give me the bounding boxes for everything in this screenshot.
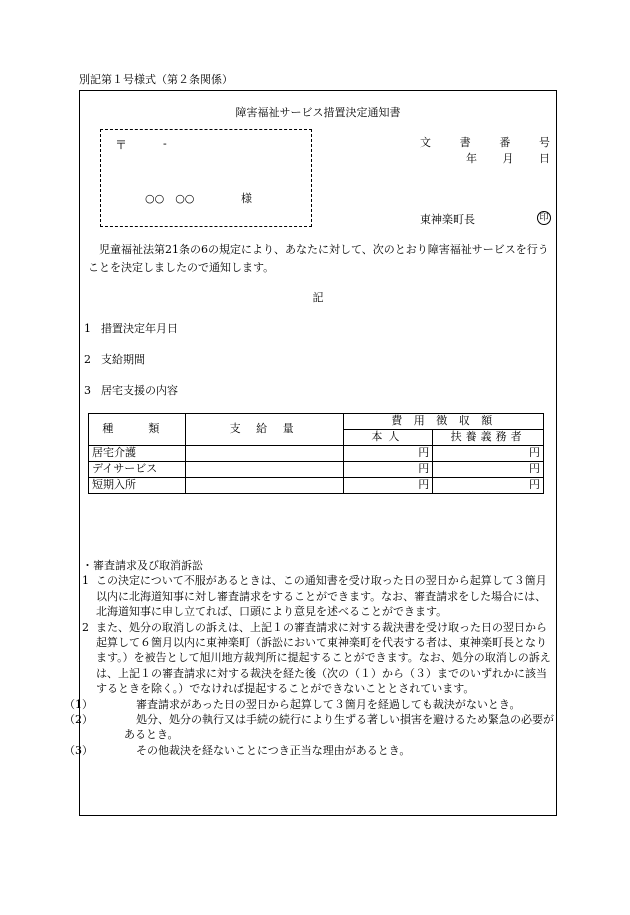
row-amount xyxy=(185,446,344,462)
row-guardian-yen: 円 xyxy=(433,446,544,462)
item-label: 措置決定年月日 xyxy=(101,322,178,335)
item-number: 3 xyxy=(84,384,91,397)
table-header-row xyxy=(89,414,544,430)
table-row xyxy=(89,446,544,462)
issuer-name: 東神楽町長 xyxy=(420,213,475,226)
paragraph-number: 2 xyxy=(82,620,89,634)
sub-number: （2） xyxy=(64,713,93,727)
header-type: 種 類 xyxy=(89,414,186,446)
appeal-paragraph-2 xyxy=(82,620,556,697)
paragraph-text: この決定について不服があるときは、この通知書を受け取った日の翌日から起算して３箇月以内に北海道知事に対し審査請求をすることができます。なお、審査請求をした場合には、北海道知事に申し立てれば、口頭により意見を述べることができます。 xyxy=(96,574,547,619)
item-number: 2 xyxy=(84,353,91,366)
paragraph-text: また、処分の取消しの訴えは、上記１の審査請求に対する裁決書を受け取った日の翌日から起算して６箇月以内に東神楽町（訴訟において東神楽町を代表する者は、東神楽町長となります。）を被告として旭川地方裁判所に提起することができます。なお、処分の取消しの訴えは、上記１の審査請求に対する裁決を経た後（次の（１）から（３）までのいずれかに該当するときを除く。）でなければ提起することができないこととされています。 xyxy=(96,620,551,696)
postal-mark: 〒 xyxy=(115,138,128,152)
paragraph-number: 1 xyxy=(82,574,89,588)
sub-text: 処分、処分の執行又は手続の続行により生ずる著しい損害を避けるため緊急の必要があるとき。 xyxy=(124,713,554,742)
row-type: 居宅介護 xyxy=(89,446,186,462)
appeal-heading: ・審査請求及び取消訴訟 xyxy=(82,559,203,572)
document-date: 年月日 xyxy=(466,152,550,165)
header-guardian: 扶養義務者 xyxy=(433,430,544,446)
recipient-name: ○○ ○○ xyxy=(145,192,195,205)
postal-dash: - xyxy=(163,137,167,150)
item-label: 居宅支援の内容 xyxy=(101,384,178,397)
document-title: 障害福祉サービス措置決定通知書 xyxy=(235,106,401,119)
form-label: 別記第１号様式（第２条関係） xyxy=(79,73,233,86)
appeal-paragraph-1 xyxy=(82,573,556,619)
appeal-sub-2 xyxy=(64,712,556,743)
row-guardian-yen: 円 xyxy=(433,462,544,478)
row-self-yen: 円 xyxy=(344,478,433,494)
appeal-sub-3 xyxy=(64,743,556,758)
ki-heading: 記 xyxy=(312,291,324,304)
header-self: 本人 xyxy=(344,430,433,446)
sub-number: （3） xyxy=(64,743,93,757)
item-label: 支給期間 xyxy=(101,353,145,366)
row-guardian-yen: 円 xyxy=(433,478,544,494)
table-row xyxy=(89,462,544,478)
service-table xyxy=(88,413,544,494)
sub-number: （1） xyxy=(64,697,93,711)
intro-text: 児童福祉法第21条の6の規定により、あなたに対して、次のとおり障害福祉サービスを行うことを決定しましたので通知します。 xyxy=(88,243,549,274)
document-number: 文書番号 xyxy=(420,136,550,149)
item-number: 1 xyxy=(84,322,91,335)
sub-text: 審査請求があった日の翌日から起算して３箇月を経過しても裁決がないとき。 xyxy=(136,697,521,711)
appeal-sub-1 xyxy=(64,697,556,712)
row-self-yen: 円 xyxy=(344,446,433,462)
seal-icon: 印 xyxy=(537,211,551,225)
row-amount xyxy=(185,478,344,494)
item-home-support xyxy=(84,384,178,399)
recipient-honorific: 様 xyxy=(241,192,252,205)
header-fee: 費 用 徴 収 額 xyxy=(344,414,544,430)
table-row xyxy=(89,478,544,494)
item-supply-period xyxy=(84,353,145,368)
header-amount: 支 給 量 xyxy=(185,414,344,446)
row-type: デイサービス xyxy=(89,462,186,478)
row-amount xyxy=(185,462,344,478)
item-decision-date xyxy=(84,322,178,337)
address-box xyxy=(100,129,312,227)
row-self-yen: 円 xyxy=(344,462,433,478)
notice-frame xyxy=(64,90,557,816)
appeal-section xyxy=(64,558,556,758)
row-type: 短期入所 xyxy=(89,478,186,494)
sub-text: その他裁決を経ないことにつき正当な理由があるとき。 xyxy=(136,743,411,757)
